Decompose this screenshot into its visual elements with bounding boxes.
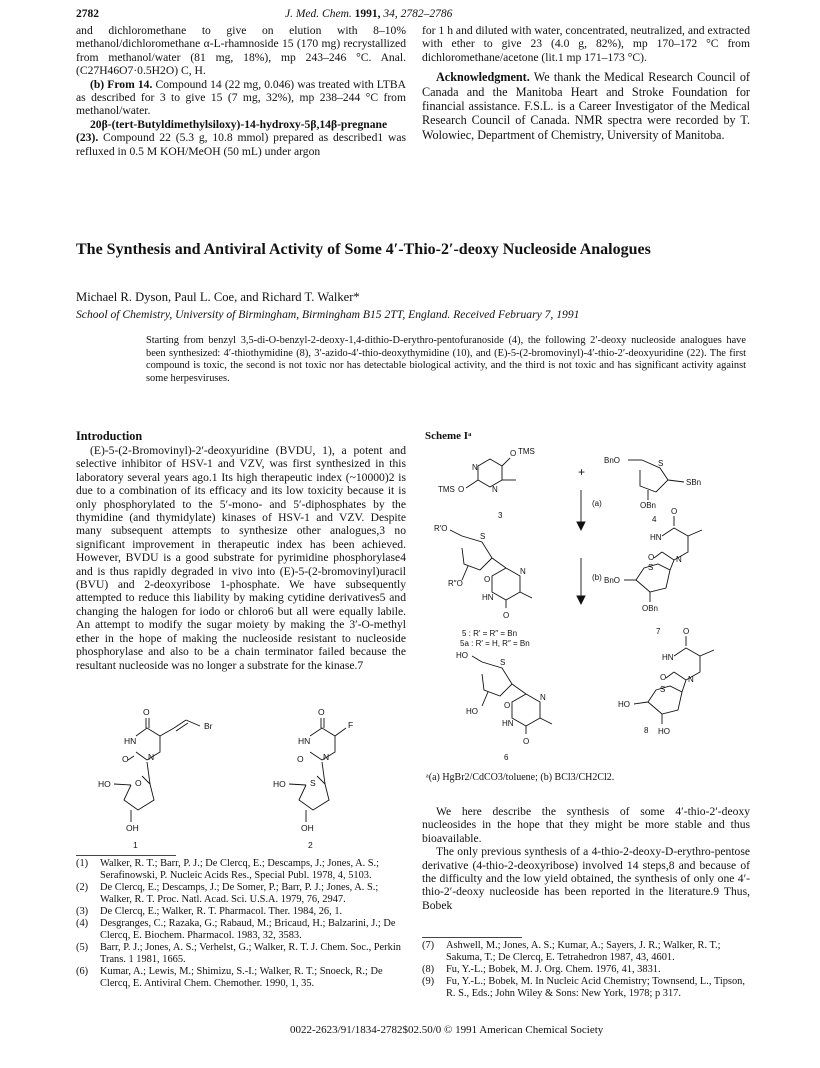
prev-para-4: for 1 h and diluted with water, concentrated, neutralized, and extracted with ether to give 23 (4.0 g, 82%), mp 170–172 °C from dichloromethane/acetone (lit.1 mp 171–173 °C). bbox=[422, 24, 750, 64]
footnote-number: (1) bbox=[76, 858, 89, 869]
journal-pages: 2782–2786 bbox=[400, 8, 453, 20]
journal-volume: 34, bbox=[383, 8, 398, 20]
c6-s: S bbox=[500, 658, 506, 667]
c5-o-bottom: O bbox=[503, 611, 510, 620]
c8-o-top: O bbox=[683, 627, 690, 636]
c3-o-left: O bbox=[458, 485, 465, 494]
c8-n: N bbox=[688, 675, 694, 684]
running-header bbox=[285, 8, 452, 20]
c2-f: F bbox=[348, 720, 354, 730]
c7-bno: BnO bbox=[604, 576, 621, 585]
c1-oh: OH bbox=[126, 823, 139, 833]
footnote-2 bbox=[76, 882, 406, 906]
c8-label: 8 bbox=[644, 726, 649, 735]
c1-o-left: O bbox=[122, 754, 129, 764]
c1-hn: HN bbox=[124, 736, 137, 746]
ack-body: We thank the Medical Research Council of Canada and the Manitoba Heart and Stroke Foundation for financial assistance. F.S.L. is a Career Investigator of the Medical Research Council of Canada. NMR spectra were recorded by T. Wolowiec, Department of Chemistry, University of Manitoba. bbox=[422, 70, 750, 142]
footnote-3 bbox=[76, 906, 406, 918]
footnote-9 bbox=[422, 976, 750, 1000]
prev-para-2 bbox=[76, 78, 406, 118]
structure-6 bbox=[456, 651, 552, 762]
body-right-para-2: The only previous synthesis of a 4-thio-2-deoxy-D-erythro-pentose derivative (4-thio-2-deoxyribose) involved 14 steps,8 and because of the difficulty and the low yield obtained, the synthesis of only one 4′-thio-2′-deoxy nucleoside has been reported in the literature.9 Thus, Bobek bbox=[422, 845, 750, 912]
c4-obn: OBn bbox=[640, 501, 657, 510]
scheme-plus: + bbox=[578, 465, 586, 479]
footnote-rule-right bbox=[422, 937, 522, 938]
footnotes-right bbox=[422, 940, 750, 1000]
c8-s: S bbox=[660, 685, 666, 694]
article-authors: Michael R. Dyson, Paul L. Coe, and Richard T. Walker* bbox=[76, 290, 360, 304]
c1-br: Br bbox=[204, 721, 213, 731]
c2-label: 2 bbox=[308, 840, 313, 850]
scheme-footnote: ᵃ(a) HgBr2/CdCO3/toluene; (b) BCl3/CH2Cl2. bbox=[426, 772, 615, 783]
footnote-number: (6) bbox=[76, 966, 89, 977]
footnote-number: (7) bbox=[422, 940, 435, 951]
structure-2 bbox=[273, 707, 353, 850]
c8-ho: HO bbox=[658, 727, 670, 736]
structures-1-2 bbox=[76, 700, 406, 850]
footnote-7 bbox=[422, 940, 750, 964]
footnote-number: (4) bbox=[76, 918, 89, 929]
page-footer: 0022-2623/91/1834-2782$02.50/0 © 1991 American Chemical Society bbox=[290, 1024, 604, 1036]
c6-ho-top: HO bbox=[456, 651, 468, 660]
prev-para-2-body: Compound 14 (22 mg, 0.046) was treated with LTBA as described for 3 to give 15 (7 mg, 32%), mp 238–244 °C from methanol/water. bbox=[76, 77, 406, 118]
footnote-number: (8) bbox=[422, 964, 435, 975]
c4-s: S bbox=[658, 459, 664, 468]
body-right-para-1: We here describe the synthesis of some 4′-thio-2′-deoxy nucleosides in the hope that they might be more stable and thus bioavailable. bbox=[422, 805, 750, 845]
body-right bbox=[422, 805, 750, 912]
prev-para-2-head: (b) From 14. bbox=[90, 77, 153, 91]
footnote-text: De Clercq, E.; Descamps, J.; De Somer, P.; Barr, P. J.; Jones, A. S.; Walker, R. T. Proc. Natl. Acad. Sci. U.S.A. 1979, 76, 2947. bbox=[100, 882, 379, 905]
c4-label: 4 bbox=[652, 515, 657, 524]
c1-n: N bbox=[148, 752, 155, 762]
c8-ho-left: HO bbox=[618, 700, 630, 709]
prev-para-3-head: 20β-(tert-Butyldimethylsiloxy)-14-hydroxy-5β,14β-pregnane (23). bbox=[76, 117, 388, 145]
footnote-number: (5) bbox=[76, 942, 89, 953]
previous-article-right bbox=[422, 24, 750, 142]
structure-5 bbox=[434, 524, 532, 648]
c2-n: N bbox=[323, 752, 330, 762]
footnote-rule-left bbox=[76, 855, 176, 856]
c1-o-ring: O bbox=[135, 778, 142, 788]
c2-hn: HN bbox=[298, 736, 311, 746]
c5-rro: R″O bbox=[448, 579, 463, 588]
c3-tms-left: TMS bbox=[438, 485, 455, 494]
c7-label: 7 bbox=[656, 627, 661, 636]
c5-s: S bbox=[480, 532, 486, 541]
scheme-title: Scheme Iᵃ bbox=[425, 430, 472, 442]
arrow-b-head bbox=[577, 596, 585, 604]
article-abstract: Starting from benzyl 3,5-di-O-benzyl-2-deoxy-1,4-dithio-D-erythro-pentofuranoside (4), the following 2′-deoxy nucleoside analogues have been synthesized: 4′-thiothymidine (8), 3′-azido-4′-thio-deoxythymidine (10), and (E)-5-(2-bromovinyl)-4′-thio-2′-deoxyuridine (22). The first compound is toxic, the second is not toxic nor has detectable biological activity, and the third is not toxic and has significant activity against some herpesviruses. bbox=[146, 335, 746, 384]
c6-ho: HO bbox=[466, 707, 478, 716]
prev-para-3 bbox=[76, 118, 406, 158]
c3-n-left: N bbox=[472, 463, 478, 472]
c7-s: S bbox=[648, 563, 654, 572]
c7-obn: OBn bbox=[642, 604, 659, 613]
footnote-text: Ashwell, M.; Jones, A. S.; Kumar, A.; Sayers, J. R.; Walker, R. T.; Sakuma, T.; De Clercq, E. Tetrahedron 1987, 43, 4601. bbox=[446, 940, 721, 963]
footnote-text: Walker, R. T.; Barr, P. J.; De Clercq, E.; Descamps, J.; Jones, A. S.; Serafinowski, P. Nucleic Acids Res., Special Publ. 1978, 4, 5103. bbox=[100, 858, 380, 881]
c5-hn: HN bbox=[482, 593, 494, 602]
footnote-text: Barr, P. J.; Jones, A. S.; Verhelst, G.; Walker, R. T. J. Chem. Soc., Perkin Trans. 1 1981, 1665. bbox=[100, 942, 401, 965]
c6-o: O bbox=[504, 701, 511, 710]
c1-ho: HO bbox=[98, 779, 111, 789]
footnote-text: Desgranges, C.; Razaka, G.; Rabaud, M.; Bricaud, H.; Balzarini, J.; De Clercq, E. Biochem. Pharmacol. 1983, 32, 3583. bbox=[100, 918, 396, 941]
c2-s-ring: S bbox=[310, 778, 316, 788]
journal-name: J. Med. Chem. bbox=[285, 8, 352, 20]
footnote-text: De Clercq, E.; Walker, R. T. Pharmacol. Ther. 1984, 26, 1. bbox=[100, 906, 343, 917]
c6-hn: HN bbox=[502, 719, 514, 728]
footnote-number: (2) bbox=[76, 882, 89, 893]
previous-article-left bbox=[76, 24, 406, 158]
structure-4 bbox=[604, 456, 701, 524]
c3-tms-top: TMS bbox=[518, 447, 535, 456]
footnote-5 bbox=[76, 942, 406, 966]
c1-label: 1 bbox=[133, 840, 138, 850]
c6-n: N bbox=[540, 693, 546, 702]
c8-hn: HN bbox=[662, 653, 674, 662]
structure-bvdu bbox=[98, 707, 213, 850]
intro-heading: Introduction bbox=[76, 429, 143, 443]
c2-oh: OH bbox=[301, 823, 314, 833]
footnote-text: Kumar, A.; Lewis, M.; Shimizu, S.-I.; Walker, R. T.; Snoeck, R.; De Clercq, E. Antiviral Chem. Chemother. 1990, 1, 35. bbox=[100, 966, 383, 989]
c3-label: 3 bbox=[498, 511, 503, 520]
c4-sbn: SBn bbox=[686, 478, 702, 487]
page-number: 2782 bbox=[76, 8, 99, 20]
article-title: The Synthesis and Antiviral Activity of Some 4′-Thio-2′-deoxy Nucleoside Analogues bbox=[76, 241, 651, 258]
scheme-1 bbox=[422, 440, 752, 830]
footnote-8 bbox=[422, 964, 750, 976]
c6-o-bottom: O bbox=[523, 737, 530, 746]
intro-text: (E)-5-(2-Bromovinyl)-2′-deoxyuridine (BVDU, 1), a potent and selective inhibitor of HSV-1 and VZV, was first synthesized in this laboratory several years ago.1 Its high therapeutic index (~10000)2 is due to a combination of its efficacy and its low toxicity because it is only phosphorylated to the 5′-mono- and 5′-diphosphates by the thymidine (and thymidylate) kinases of HSV-1 and VZV. Despite many subsequent attempts to synthesize other analogues,3 no significant improvement in therapeutic index has been achieved. However, BVDU is a good substrate for pyrimidine phosphorylase4 and is thus rapidly degraded in vivo into (E)-5-(2-bromovinyl)uracil (BVU) and 2-deoxyribose 1-phosphate. We have subsequently attempted to reduce this liability by making cytidine derivatives5 and changing the halogen for iodo or chloro6 but all were equally labile. An attempt to modify the sugar moiety by making the 3′-O-methyl ether in the hope of making the nucleoside resistant to nucleoside phosphorylase and also to be a chain terminator failed because the resultant nucleoside was no longer a substrate for the kinase.7 bbox=[76, 444, 406, 672]
acknowledgment bbox=[422, 70, 750, 142]
arrow-a-head bbox=[577, 522, 585, 530]
c5-n: N bbox=[520, 567, 526, 576]
structure-7 bbox=[604, 507, 702, 636]
journal-year: 1991, bbox=[354, 8, 381, 20]
c5-label: 5 : R′ = R″ = Bn bbox=[462, 629, 518, 638]
step-a-label: (a) bbox=[592, 499, 602, 508]
footnote-text: Fu, Y.-L.; Bobek, M. In Nucleic Acid Chemistry; Townsend, L., Tipson, R. S., Eds.; John Wiley & Sons: New York, 1978; p 317. bbox=[446, 976, 745, 999]
structure-8 bbox=[618, 627, 714, 736]
prev-para-1: and dichloromethane to give on elution with 8–10% methanol/dichloromethane α-L-rhamnoside 15 (170 mg) recrystallized from methanol/water (81 mg, 18%), mp 243–246 °C. Anal. (C27H46O7·0.5H2O) C, H. bbox=[76, 24, 406, 78]
footnote-4 bbox=[76, 918, 406, 942]
c3-o: O bbox=[510, 449, 517, 458]
c5-ro: R′O bbox=[434, 524, 448, 533]
c2-o-left: O bbox=[297, 754, 304, 764]
c3-n-bottom: N bbox=[492, 485, 498, 494]
c7-o-top: O bbox=[671, 507, 678, 516]
c7-n: N bbox=[676, 555, 682, 564]
c2-o-top: O bbox=[318, 707, 325, 717]
c1-o-top: O bbox=[143, 707, 150, 717]
footnote-text: Fu, Y.-L.; Bobek, M. J. Org. Chem. 1976, 41, 3831. bbox=[446, 964, 661, 975]
c4-bno: BnO bbox=[604, 456, 621, 465]
c5a-label: 5a : R′ = H, R″ = Bn bbox=[460, 639, 530, 648]
ack-head: Acknowledgment. bbox=[436, 70, 530, 85]
prev-para-3-body: Compound 22 (5.3 g, 10.8 mmol) prepared as described1 was refluxed in 0.5 M KOH/MeOH (50 mL) under argon bbox=[76, 131, 406, 158]
c5-o: O bbox=[484, 575, 491, 584]
footnotes-left bbox=[76, 858, 406, 990]
article-affiliation: School of Chemistry, University of Birmingham, Birmingham B15 2TT, England. Received February 7, 1991 bbox=[76, 308, 580, 321]
c7-hn: HN bbox=[650, 533, 662, 542]
c8-o: O bbox=[660, 673, 667, 682]
c2-ho: HO bbox=[273, 779, 286, 789]
footnote-6 bbox=[76, 966, 406, 990]
footnote-number: (3) bbox=[76, 906, 89, 917]
structure-3 bbox=[438, 447, 535, 520]
footnote-number: (9) bbox=[422, 976, 435, 987]
c7-o: O bbox=[648, 553, 655, 562]
step-b-label: (b) bbox=[592, 573, 602, 582]
c6-label: 6 bbox=[504, 753, 509, 762]
footnote-1 bbox=[76, 858, 406, 882]
